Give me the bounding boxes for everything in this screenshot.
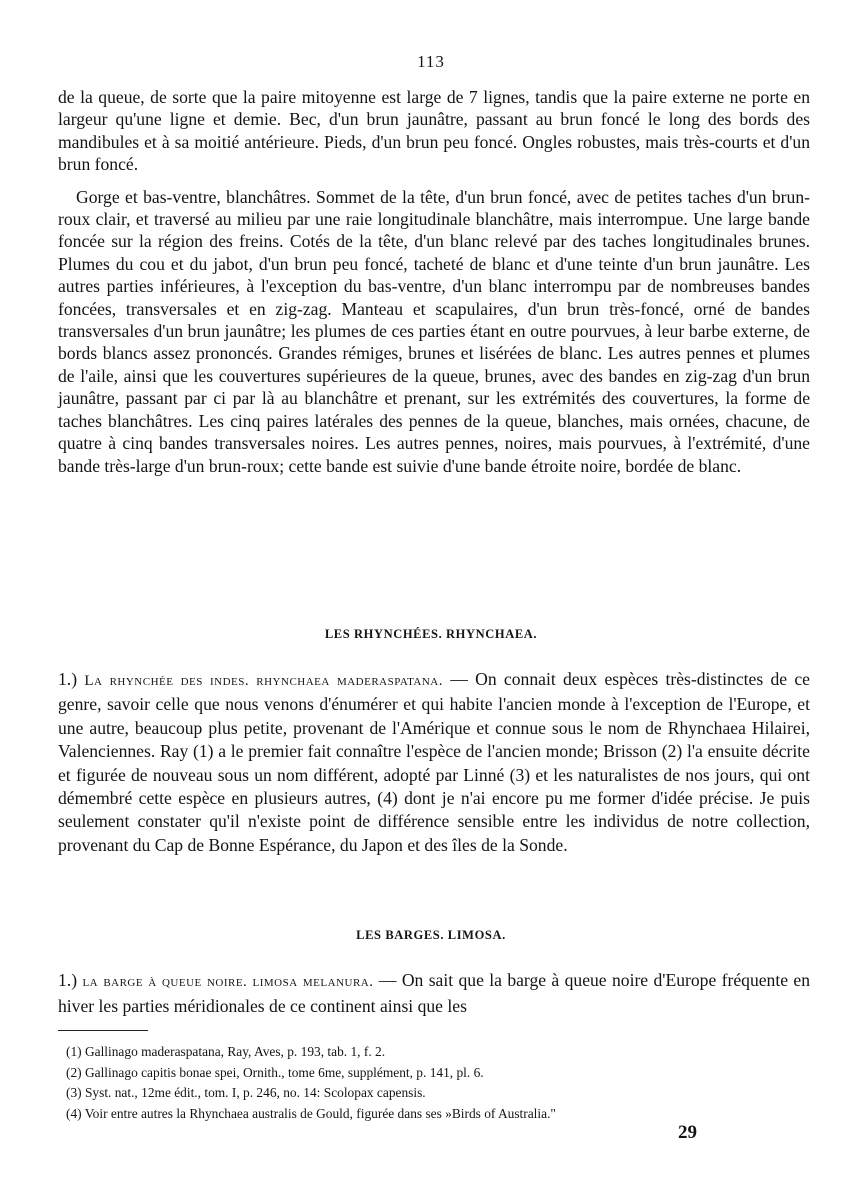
footnote-1: (1) Gallinago maderaspatana, Ray, Aves, p. 193, tab. 1, f. 2. [66,1044,386,1059]
rhynchaea-entry [58,668,810,857]
entry-text: — On connait deux espèces très-distinctes de ce genre, savoir celle que nous venons d'énumérer et qui habite l'ancien monde à l'exception de l'Europe, et une autre, beaucoup plus petite, provenant de l'Amérique et connue sous le nom de Rhynchaea Hilairei, Valenciennes. Ray (1) a le premier fait connaître l'espèce de l'ancien monde; Brisson (2) l'a ensuite décrite et figurée de nouveau sous un nom différent, adopté par Linné (3) et les naturalistes de nos jours, qui ont démembré cette espèce en plusieurs autres, (4) dont je n'ai encore pu me former d'idée précise. Je puis seulement constater qu'il n'existe point de différence sensible entre les individus de notre collection, provenant du Cap de Bonne Espérance, du Japon et des îles de la Sonde. [58,669,810,855]
footnotes [66,1042,806,1124]
section-heading-rhynchaea: LES RHYNCHÉES. RHYNCHAEA. [324,627,538,641]
signature-mark: 29 [678,1122,697,1143]
page-number: 113 [417,52,445,71]
section-heading-limosa: LES BARGES. LIMOSA. [356,928,506,942]
footnote-4: (4) Voir entre autres la Rhynchaea australis de Gould, figurée dans ses »Birds of Australia." [66,1105,556,1121]
paragraph: Gorge et bas-ventre, blanchâtres. Sommet de la tête, d'un brun foncé, avec de petites taches d'un brun-roux clair, et traversé au milieu par une raie longitudinale blanchâtre, mais interrompue. Une large bande foncée sur la région des freins. Cotés de la tête, d'un blanc relevé par des taches longitudinales brunes. Plumes du cou et du jabot, d'un brun peu foncé, tacheté de blanc et d'une teinte d'un brun jaunâtre. Les autres parties inférieures, à l'exception du bas-ventre, d'un blanc interrompu par de nombreuses bandes foncées, transversales et en zig-zag. Manteau et scapulaires, d'un brun très-foncé, orné de bandes transversales d'un brun jaunâtre; les plumes de ces parties étant en outre pourvues, à leur barbe externe, de bords blancs assez prononcés. Grandes rémiges, brunes et lisérées de blanc. Les autres pennes et plumes de l'aile, ainsi que les couvertures supérieures de la queue, brunes, avec des bandes en zig-zag d'un brun jaunâtre, passant par ci par là au blanchâtre et prenant, sur les extrémités des couvertures, la forme de taches blanchâtres. Les cinq paires latérales des pennes de la queue, blanches, mais ornées, chacune, de quatre à cinq bandes transversales noires. Les autres pennes, noires, mais pourvues, à l'extrémité, d'une bande très-large d'un brun-roux; cette bande est suivie d'une bande étroite noire, bordée de blanc. [58,186,810,476]
limosa-entry [58,968,810,1018]
entry-number: 1.) [58,669,78,689]
footnote-2: (2) Gallinago capitis bonae spei, Ornith., tome 6me, supplément, p. 141, pl. 6. [66,1064,484,1080]
footnote-divider [58,1030,148,1031]
footnote-3: (3) Syst. nat., 12me édit., tom. I, p. 246, no. 14: Scolopax capensis. [66,1085,426,1100]
description-text [58,86,810,477]
entry-text: — On sait que la barge à queue noire d'Europe fréquente en hiver les parties méridionales de ce continent ainsi que les [58,970,811,1016]
entry-number: 1.) [58,970,78,990]
paragraph: de la queue, de sorte que la paire mitoyenne est large de 7 lignes, tandis que la paire externe ne porte en largeur qu'une ligne et demie. Bec, d'un brun jaunâtre, passant au brun foncé le long des bords des mandibules et à sa moitié antérieure. Pieds, d'un brun peu foncé. Ongles robustes, mais très-courts et d'un brun foncé. [58,87,810,175]
species-name: la barge à queue noire. limosa melanura. [82,974,374,990]
species-name: La rhynchée des indes. rhynchaea maderaspatana. [84,673,443,689]
